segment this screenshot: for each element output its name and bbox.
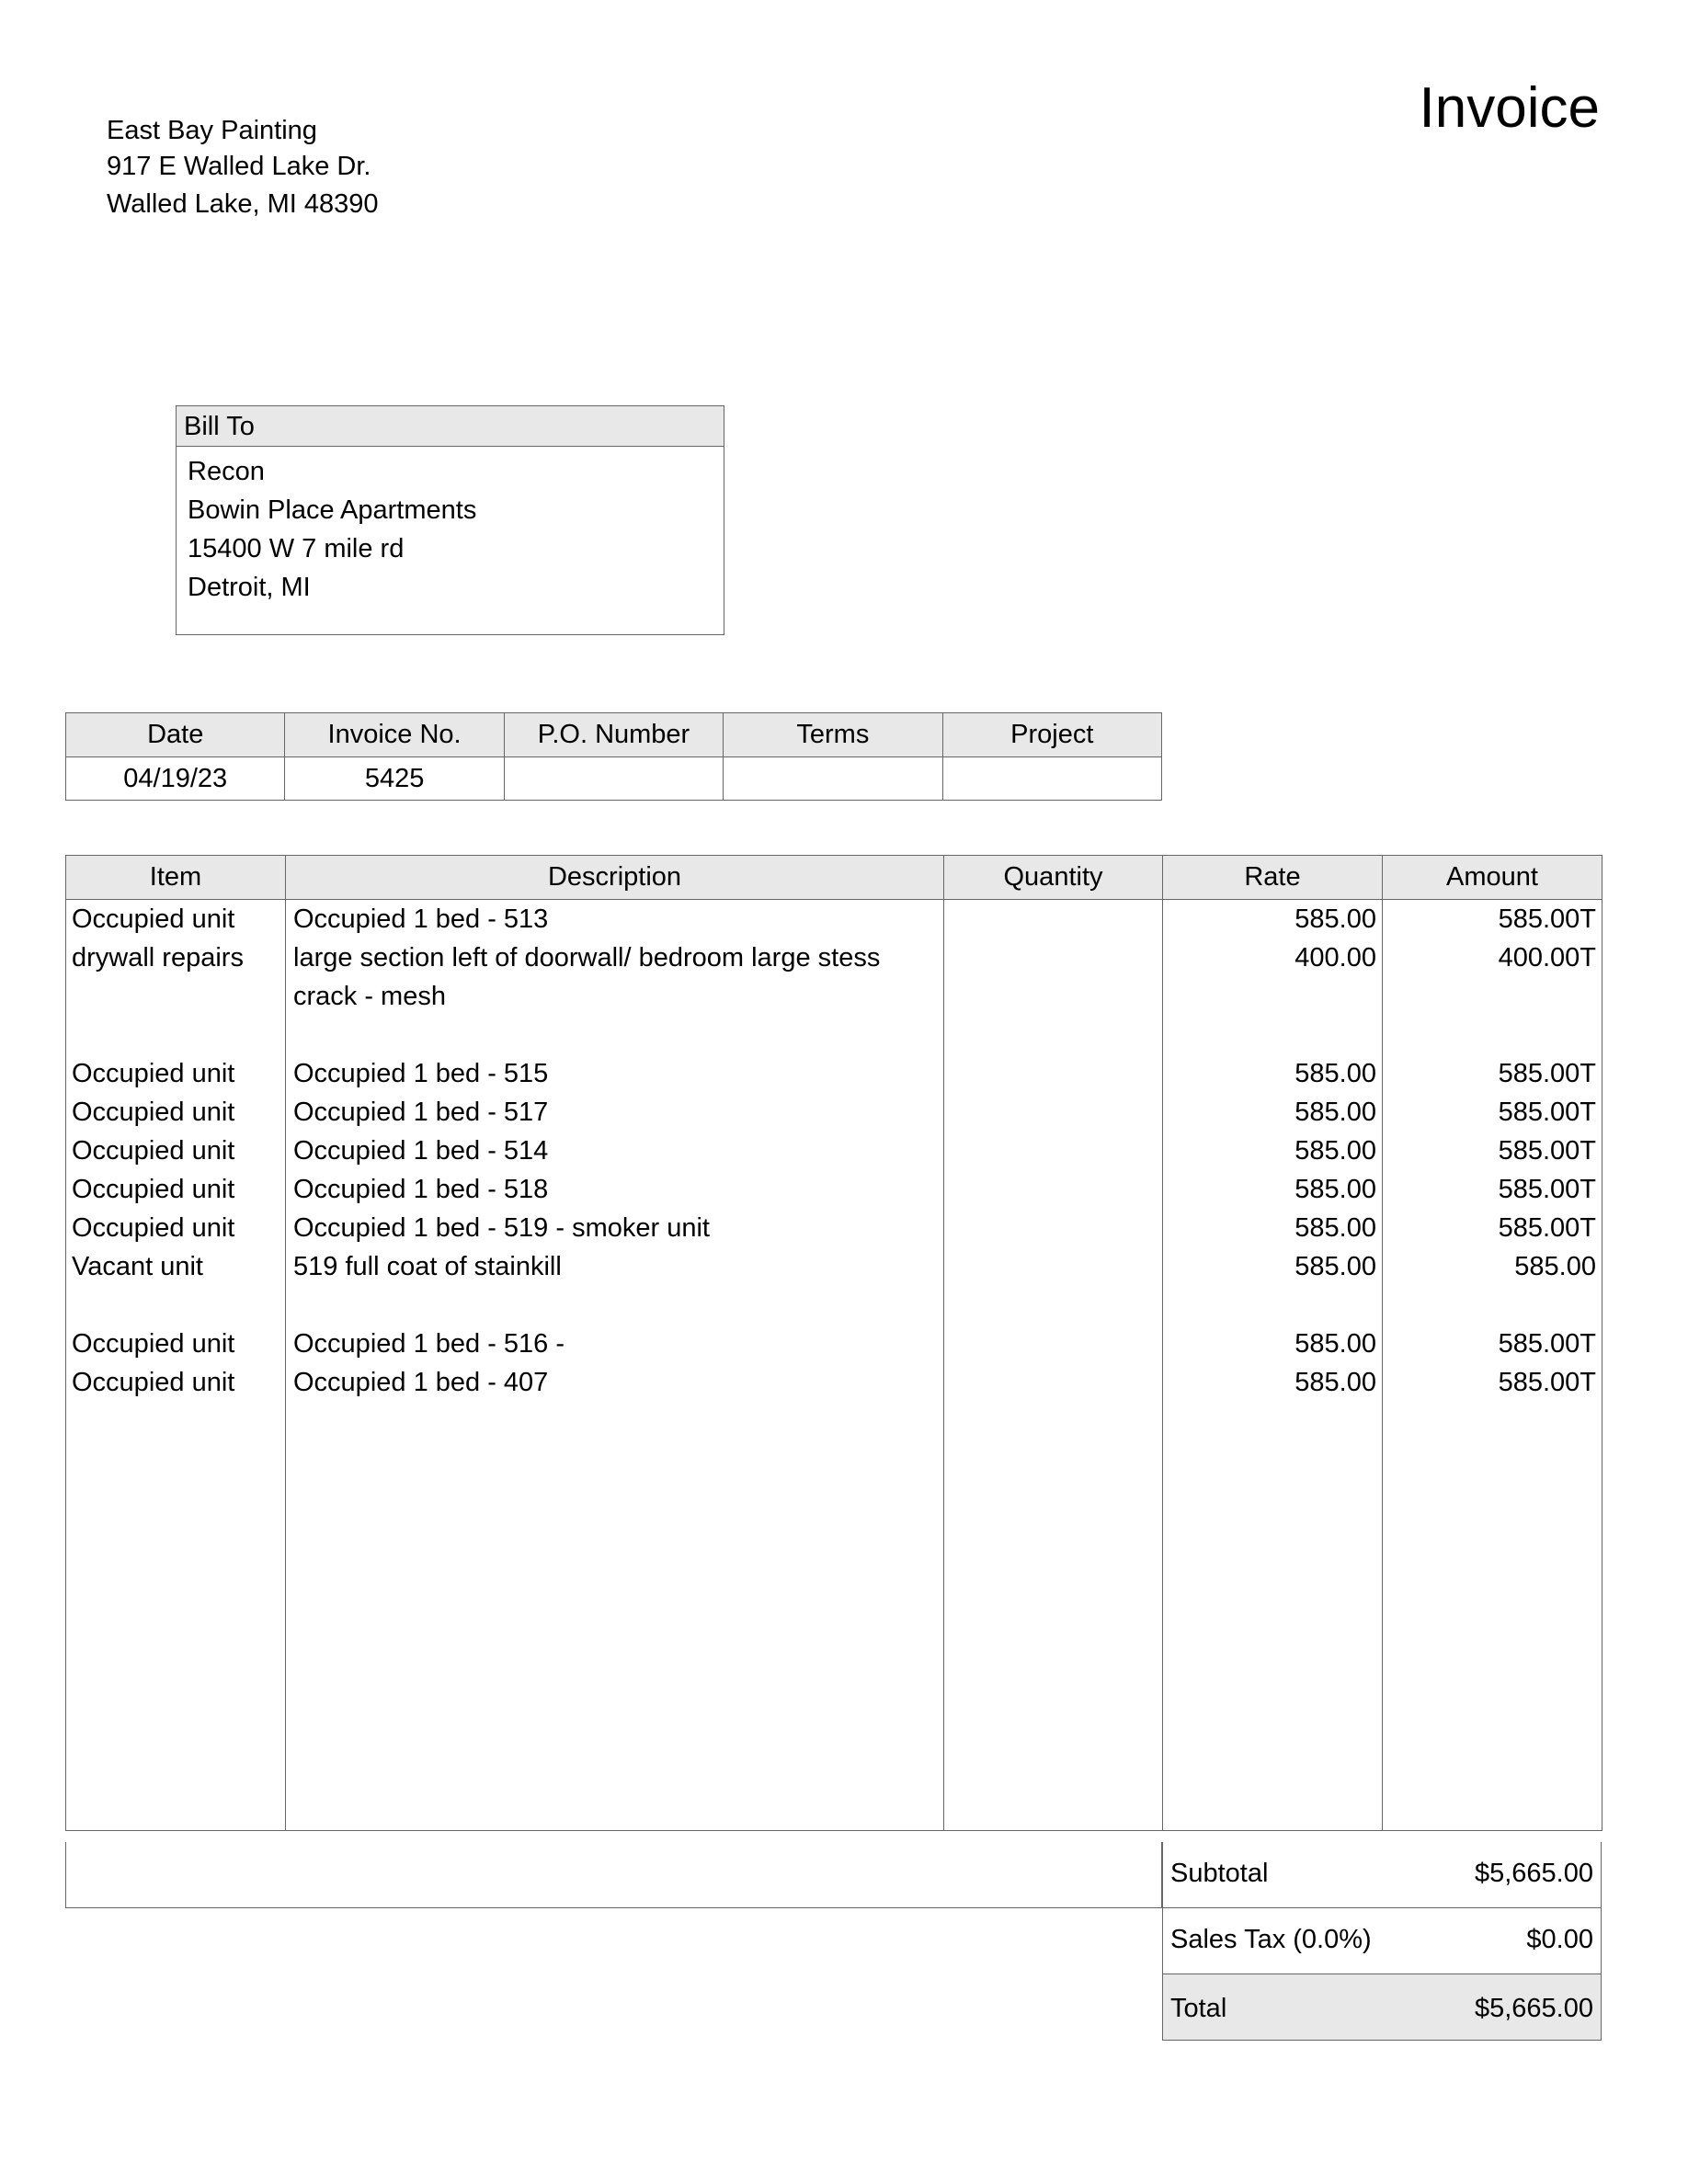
rate-cell: 585.00 xyxy=(1163,1170,1383,1209)
table-row xyxy=(66,1093,1602,1132)
company-name: East Bay Painting xyxy=(107,116,317,145)
item-cell: Occupied unit xyxy=(66,1170,286,1209)
item-cell: drywall repairs xyxy=(66,938,286,1016)
total-label: Total xyxy=(1170,1994,1227,2023)
amount-cell: 585.00T xyxy=(1383,1363,1602,1402)
company-address-line2: Walled Lake, MI 48390 xyxy=(107,189,379,219)
line-items-table xyxy=(65,855,1602,1831)
items-header-rate: Rate xyxy=(1163,856,1383,900)
item-cell: Occupied unit xyxy=(66,1209,286,1247)
empty-filler-row xyxy=(66,1402,1602,1831)
table-row xyxy=(66,1247,1602,1286)
amount-cell: 585.00T xyxy=(1383,1170,1602,1209)
quantity-cell xyxy=(944,1054,1163,1093)
quantity-cell xyxy=(944,1209,1163,1247)
table-row xyxy=(66,1325,1602,1363)
quantity-cell xyxy=(944,1132,1163,1170)
item-cell: Vacant unit xyxy=(66,1247,286,1286)
info-invoice-no: 5425 xyxy=(285,757,504,801)
bill-to-line: Detroit, MI xyxy=(188,573,311,602)
subtotal-row xyxy=(1162,1842,1602,1908)
amount-cell: 585.00T xyxy=(1383,1132,1602,1170)
description-cell: Occupied 1 bed - 519 - smoker unit xyxy=(286,1209,944,1247)
bill-to-line: Bowin Place Apartments xyxy=(188,495,477,525)
description-cell: Occupied 1 bed - 518 xyxy=(286,1170,944,1209)
rate-cell: 585.00 xyxy=(1163,1209,1383,1247)
invoice-info-table xyxy=(65,712,1162,801)
info-header-po-number: P.O. Number xyxy=(504,713,723,757)
total-value: $5,665.00 xyxy=(1474,1994,1593,2023)
description-cell: Occupied 1 bed - 515 xyxy=(286,1054,944,1093)
rate-cell: 585.00 xyxy=(1163,1247,1383,1286)
item-cell: Occupied unit xyxy=(66,1363,286,1402)
items-header-amount: Amount xyxy=(1383,856,1602,900)
items-header-quantity: Quantity xyxy=(944,856,1163,900)
info-header-invoice-no: Invoice No. xyxy=(285,713,504,757)
item-cell: Occupied unit xyxy=(66,1132,286,1170)
quantity-cell xyxy=(944,1247,1163,1286)
rate-cell: 585.00 xyxy=(1163,1132,1383,1170)
table-row xyxy=(66,1054,1602,1093)
quantity-cell xyxy=(944,900,1163,939)
info-header-terms: Terms xyxy=(724,713,942,757)
rate-cell: 585.00 xyxy=(1163,1093,1383,1132)
description-cell: Occupied 1 bed - 513 xyxy=(286,900,944,939)
sales-tax-row xyxy=(1162,1908,1602,1974)
item-cell: Occupied unit xyxy=(66,1325,286,1363)
spacer-row xyxy=(66,1286,1602,1325)
rate-cell: 585.00 xyxy=(1163,1054,1383,1093)
amount-cell: 585.00T xyxy=(1383,1093,1602,1132)
subtotal-label: Subtotal xyxy=(1170,1859,1269,1888)
item-cell: Occupied unit xyxy=(66,1093,286,1132)
bill-to-box xyxy=(176,405,724,635)
rate-cell: 400.00 xyxy=(1163,938,1383,1016)
rate-cell: 585.00 xyxy=(1163,1325,1383,1363)
rate-cell: 585.00 xyxy=(1163,900,1383,939)
info-header-project: Project xyxy=(942,713,1161,757)
amount-cell: 585.00 xyxy=(1383,1247,1602,1286)
table-row xyxy=(66,1363,1602,1402)
rate-cell: 585.00 xyxy=(1163,1363,1383,1402)
description-cell: Occupied 1 bed - 514 xyxy=(286,1132,944,1170)
description-cell: Occupied 1 bed - 407 xyxy=(286,1363,944,1402)
table-row xyxy=(66,1209,1602,1247)
table-row xyxy=(66,900,1602,939)
table-row xyxy=(66,938,1602,1016)
item-cell: Occupied unit xyxy=(66,1054,286,1093)
totals-left-blank xyxy=(65,1842,1162,1908)
description-cell: Occupied 1 bed - 517 xyxy=(286,1093,944,1132)
amount-cell: 585.00T xyxy=(1383,1209,1602,1247)
company-address-line1: 917 E Walled Lake Dr. xyxy=(107,152,371,181)
info-date: 04/19/23 xyxy=(66,757,285,801)
table-row xyxy=(66,1132,1602,1170)
info-po-number xyxy=(504,757,723,801)
items-header-description: Description xyxy=(286,856,944,900)
item-cell: Occupied unit xyxy=(66,900,286,939)
info-terms xyxy=(724,757,942,801)
subtotal-value: $5,665.00 xyxy=(1474,1859,1593,1888)
description-cell: large section left of doorwall/ bedroom large stess crack - mesh xyxy=(286,938,944,1016)
table-row xyxy=(66,1170,1602,1209)
quantity-cell xyxy=(944,1325,1163,1363)
sales-tax-label: Sales Tax (0.0%) xyxy=(1170,1925,1372,1954)
info-header-date: Date xyxy=(66,713,285,757)
bill-to-header: Bill To xyxy=(177,406,724,447)
total-row xyxy=(1162,1974,1602,2041)
quantity-cell xyxy=(944,1170,1163,1209)
amount-cell: 400.00T xyxy=(1383,938,1602,1016)
info-project xyxy=(942,757,1161,801)
bill-to-line: 15400 W 7 mile rd xyxy=(188,534,405,563)
quantity-cell xyxy=(944,1093,1163,1132)
items-header-item: Item xyxy=(66,856,286,900)
description-cell: Occupied 1 bed - 516 - xyxy=(286,1325,944,1363)
document-title: Invoice xyxy=(1419,76,1600,140)
sales-tax-value: $0.00 xyxy=(1526,1925,1593,1954)
amount-cell: 585.00T xyxy=(1383,1054,1602,1093)
amount-cell: 585.00T xyxy=(1383,900,1602,939)
description-cell: 519 full coat of stainkill xyxy=(286,1247,944,1286)
bill-to-line: Recon xyxy=(188,457,265,486)
quantity-cell xyxy=(944,1363,1163,1402)
amount-cell: 585.00T xyxy=(1383,1325,1602,1363)
quantity-cell xyxy=(944,938,1163,1016)
spacer-row xyxy=(66,1016,1602,1054)
